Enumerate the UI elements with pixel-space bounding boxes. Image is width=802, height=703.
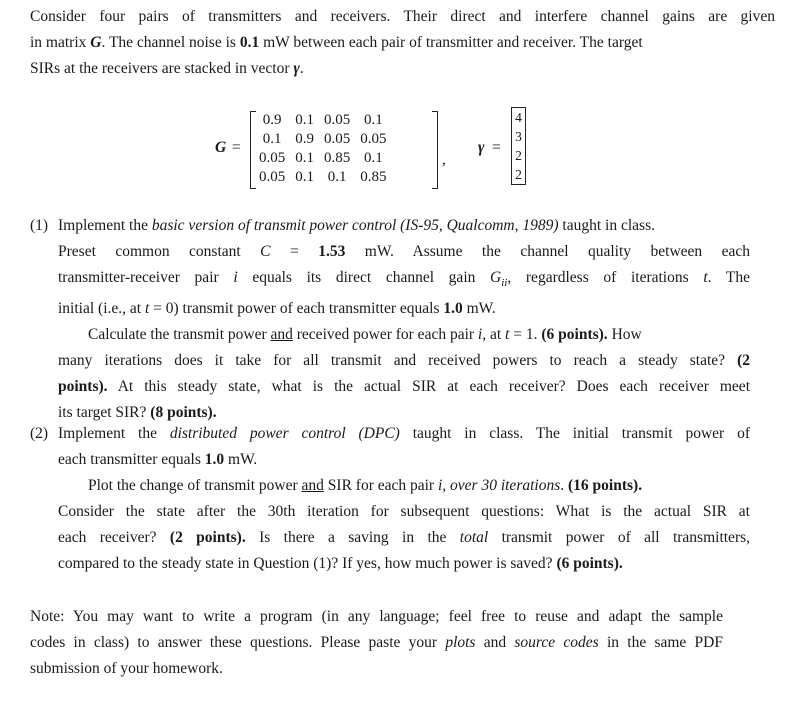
q1-line-1: [58, 213, 750, 239]
vector-equals: =: [492, 139, 501, 156]
constant-symbol: C: [260, 243, 271, 260]
matrix-cell: 0.9: [295, 131, 314, 147]
matrix-label: G: [215, 139, 227, 156]
points-label: (6 points).: [541, 326, 608, 344]
index-symbol: i: [233, 269, 238, 286]
matrix-right-bracket: [432, 111, 438, 189]
q1-line-5: [58, 322, 750, 348]
iteration-symbol: t: [144, 300, 150, 318]
intro-line-3: [30, 56, 775, 82]
q2-text: .: [560, 477, 568, 494]
intro-paragraph: [30, 4, 775, 82]
matrix-cell: 0.9: [262, 112, 282, 128]
matrix-row: [254, 130, 392, 149]
q1-text: transmitter-receiver pair: [58, 269, 234, 286]
q2-line-6: [58, 551, 750, 577]
intro-text: Consider four pairs of transmitters and receivers. Their direct and interfere channel gains are given: [30, 8, 775, 25]
q1-text: initial (i.e., at: [58, 300, 145, 318]
q1-text: How: [607, 326, 642, 344]
q1-text: many iterations does it take for all transmit and received powers to reach a steady state?: [58, 352, 738, 370]
intro-line-1: [30, 4, 775, 30]
q1-text: . The: [707, 269, 750, 286]
q1-line-2: [58, 239, 750, 265]
q1-line-6: [58, 348, 750, 374]
initial-power-value: 1.0: [443, 300, 463, 318]
q1-text: At this steady state, what is the actual SIR at each receiver? Does each receiver meet: [107, 378, 750, 396]
math-block: [0, 107, 802, 192]
intro-line-2: [30, 30, 775, 56]
points-label: (8 points).: [150, 404, 217, 422]
q2-text: Implement the: [58, 425, 170, 442]
q2-text: taught in class. The initial transmit power of: [399, 425, 750, 442]
matrix-cell: 0.1: [327, 169, 347, 185]
matrix-row: [254, 168, 392, 187]
q2-text: SIR for each pair: [323, 477, 438, 494]
q2-text: mW.: [224, 451, 258, 468]
intro-text: . The channel noise is: [101, 34, 240, 51]
vector-symbol: γ: [293, 60, 300, 77]
q1-text: Preset common constant: [58, 243, 261, 260]
matrix-cell: 0.1: [364, 112, 383, 128]
q1-text: Implement the: [58, 217, 152, 234]
matrix-cell: 0.05: [259, 169, 286, 185]
q2-line-1: [58, 421, 750, 447]
iteration-symbol: t: [505, 326, 510, 344]
gain-symbol: G: [490, 269, 502, 286]
noise-value: 0.1: [239, 34, 260, 51]
matrix-cell: 0.85: [324, 150, 351, 166]
q2-text: compared to the steady state in Question (1)? If yes, how much power is saved?: [58, 555, 557, 572]
question-1-body: [58, 213, 750, 426]
q2-line-5: [58, 525, 750, 551]
points-label: (16 points).: [568, 477, 643, 494]
note-text: and: [475, 634, 515, 651]
q2-text: each transmitter equals: [58, 451, 205, 468]
q1-method: basic version of transmit power control (IS-95, Qualcomm, 1989): [151, 217, 559, 234]
points-label: (2 points).: [169, 529, 246, 546]
note-line-1: [30, 604, 723, 630]
matrix-cell: 0.1: [364, 150, 383, 166]
initial-power-value: 1.0: [204, 451, 225, 468]
note-plots: plots: [445, 634, 476, 651]
note-text: Note: You may want to write a program (in any language; feel free to reuse and adapt the sample: [30, 608, 723, 625]
vector-label: γ: [478, 139, 485, 156]
matrix-cell: 0.1: [295, 169, 314, 185]
q1-text: = 0) transmit power of each transmitter equals: [149, 300, 444, 318]
intro-text: mW between each pair of transmitter and receiver. The target: [259, 34, 643, 51]
matrix-row: [254, 149, 392, 168]
matrix-cell: 0.05: [324, 112, 351, 128]
q2-text: transmit power of all transmitters,: [488, 529, 751, 546]
vector-cell: 3: [515, 129, 522, 144]
gain-subscript: ii: [501, 277, 508, 290]
matrix-cell: 0.05: [259, 150, 286, 166]
q1-line-7: [58, 374, 750, 400]
matrix-equals: =: [232, 139, 241, 156]
note-text: in the same PDF: [598, 634, 723, 651]
q2-text: Consider the state after the 30th iteration for subsequent questions: What is the actual SIR at: [58, 503, 750, 520]
underlined-and: and: [270, 326, 293, 344]
iteration-symbol: t: [703, 269, 708, 286]
matrix-cell: 0.1: [295, 112, 314, 128]
question-2-body: [58, 421, 750, 577]
q1-text: received power for each pair: [292, 326, 478, 344]
q1-text: , regardless of iterations: [507, 269, 704, 286]
note-text: submission of your homework.: [30, 660, 223, 677]
q1-text: equals its direct channel gain: [252, 269, 491, 286]
vector-cell: 2: [515, 148, 522, 163]
intro-text: in matrix: [30, 34, 91, 51]
matrix-cell: 0.85: [360, 169, 387, 185]
matrix-cell: 0.05: [324, 131, 351, 147]
matrix-cell: 0.05: [360, 131, 387, 147]
matrix-cell: 0.1: [262, 131, 282, 147]
intro-text: .: [299, 60, 304, 77]
vector-cell: 4: [515, 110, 522, 125]
question-number: (2): [30, 425, 49, 442]
underlined-and: and: [301, 477, 324, 494]
q1-line-3: [58, 265, 750, 296]
index-symbol: i: [477, 326, 483, 344]
note-text: codes in class) to answer these questions. Please paste your: [30, 634, 446, 651]
q1-text: taught in class.: [558, 217, 655, 234]
q2-method: distributed power control (DPC): [169, 425, 400, 442]
q2-text: Plot the change of transmit power: [88, 477, 302, 494]
matrix-row: [254, 111, 392, 130]
q2-total: total: [459, 529, 489, 546]
q2-line-2: [58, 447, 750, 473]
q1-text: =: [270, 243, 319, 260]
q2-iterations: , over 30 iterations: [442, 477, 561, 494]
matrix-comma: ,: [442, 151, 446, 168]
points-label: (6 points).: [556, 555, 623, 572]
q1-text: its target SIR?: [58, 404, 151, 422]
note-source-codes: source codes: [514, 634, 599, 651]
matrix-cell: 0.1: [295, 150, 314, 166]
note-paragraph: [30, 604, 723, 682]
target-sir-vector: [511, 107, 526, 185]
q2-text: Is there a saving in the: [245, 529, 460, 546]
note-line-3: [30, 656, 723, 682]
constant-value: 1.53: [318, 243, 346, 260]
q2-text: each receiver?: [58, 529, 170, 546]
q2-line-4: [58, 499, 750, 525]
note-line-2: [30, 630, 723, 656]
q1-text: , at: [482, 326, 506, 344]
q1-text: = 1.: [509, 326, 542, 344]
intro-text: SIRs at the receivers are stacked in vector: [30, 60, 294, 77]
points-label: points).: [58, 378, 108, 396]
question-number: (1): [30, 217, 49, 234]
q1-line-4: [58, 296, 750, 322]
q2-line-3: [58, 473, 750, 499]
points-label: (2: [737, 352, 750, 370]
q1-text: mW. Assume the channel quality between each: [364, 243, 750, 260]
index-symbol: i: [437, 477, 443, 494]
matrix-symbol: G: [90, 34, 102, 51]
vector-cell: 2: [515, 167, 522, 182]
q1-text: Calculate the transmit power: [88, 326, 271, 344]
q1-text: mW.: [462, 300, 496, 318]
gain-matrix: [254, 111, 392, 187]
